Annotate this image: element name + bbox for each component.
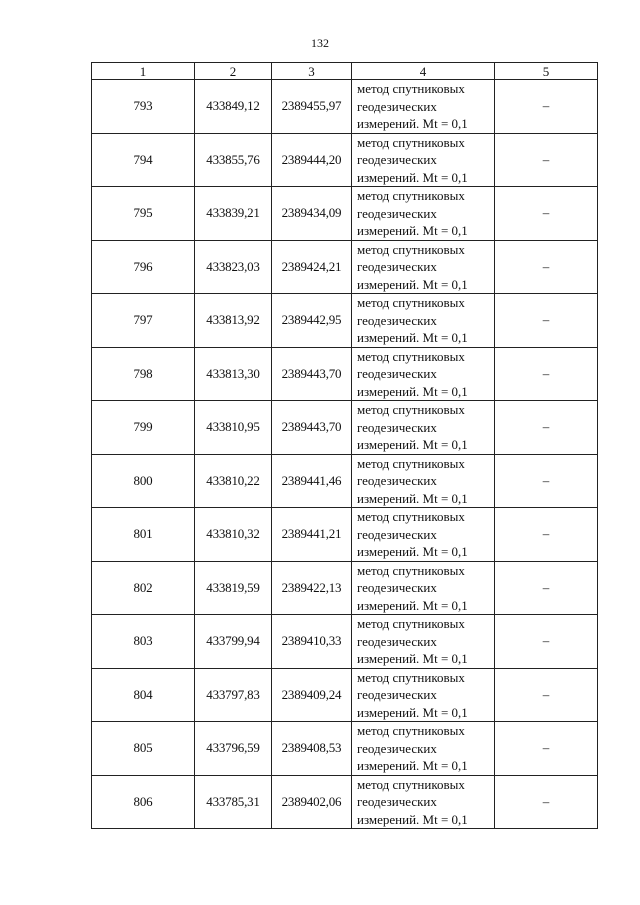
table-row: [92, 722, 598, 776]
method-cell: [352, 508, 495, 562]
point-number-cell: 794: [92, 133, 195, 187]
point-number-cell: 806: [92, 775, 195, 829]
column-header: 3: [272, 63, 352, 80]
note-cell: –: [495, 240, 598, 294]
column-header: 4: [352, 63, 495, 80]
note-cell: –: [495, 187, 598, 241]
x-coordinate-cell: 433810,32: [195, 508, 272, 562]
table-row: [92, 775, 598, 829]
note-cell: –: [495, 561, 598, 615]
method-line: измерений. Mt = 0,1: [357, 330, 468, 345]
column-header: 2: [195, 63, 272, 80]
x-coordinate-cell: 433849,12: [195, 80, 272, 134]
note-cell: –: [495, 294, 598, 348]
point-number-cell: 798: [92, 347, 195, 401]
y-coordinate-cell: 2389441,21: [272, 508, 352, 562]
point-number-cell: 803: [92, 615, 195, 669]
method-cell: [352, 240, 495, 294]
method-line: метод спутниковых: [357, 134, 465, 150]
x-coordinate-cell: 433810,95: [195, 401, 272, 455]
table-row: [92, 561, 598, 615]
method-line: геодезических: [357, 152, 437, 167]
table-row: [92, 401, 598, 455]
method-cell: [352, 347, 495, 401]
note-cell: –: [495, 454, 598, 508]
x-coordinate-cell: 433799,94: [195, 615, 272, 669]
method-line: измерений. Mt = 0,1: [357, 704, 468, 720]
method-line: метод спутниковых: [357, 562, 465, 578]
table-row: [92, 133, 598, 187]
y-coordinate-cell: 2389402,06: [272, 775, 352, 829]
method-cell: [352, 775, 495, 829]
x-coordinate-cell: 433839,21: [195, 187, 272, 241]
point-number-cell: 805: [92, 722, 195, 776]
table-row: [92, 187, 598, 241]
method-line: геодезических: [357, 259, 437, 274]
method-line: измерений. Mt = 0,1: [357, 223, 468, 238]
y-coordinate-cell: 2389443,70: [272, 347, 352, 401]
method-line: измерений. Mt = 0,1: [357, 169, 468, 185]
method-line: метод спутниковых: [357, 509, 465, 524]
method-line: метод спутниковых: [357, 455, 465, 471]
table-row: [92, 454, 598, 508]
method-cell: [352, 294, 495, 348]
method-cell: [352, 561, 495, 615]
y-coordinate-cell: 2389455,97: [272, 80, 352, 134]
method-line: геодезических: [357, 419, 437, 435]
method-line: метод спутниковых: [357, 669, 465, 685]
point-number-cell: 802: [92, 561, 195, 615]
point-number-cell: 795: [92, 187, 195, 241]
method-cell: [352, 133, 495, 187]
method-cell: [352, 615, 495, 669]
method-line: геодезических: [357, 740, 437, 756]
method-line: измерений. Mt = 0,1: [357, 437, 468, 452]
coordinates-table: [91, 62, 598, 829]
method-line: геодезических: [357, 526, 437, 542]
x-coordinate-cell: 433813,92: [195, 294, 272, 348]
method-line: метод спутниковых: [357, 616, 465, 631]
method-cell: [352, 187, 495, 241]
method-line: геодезических: [357, 633, 437, 649]
point-number-cell: 801: [92, 508, 195, 562]
method-line: метод спутниковых: [357, 723, 465, 738]
method-line: геодезических: [357, 205, 437, 221]
point-number-cell: 797: [92, 294, 195, 348]
note-cell: –: [495, 508, 598, 562]
method-cell: [352, 668, 495, 722]
method-line: измерений. Mt = 0,1: [357, 383, 468, 399]
method-cell: [352, 722, 495, 776]
method-line: метод спутниковых: [357, 241, 465, 257]
method-line: измерений. Mt = 0,1: [357, 544, 468, 559]
x-coordinate-cell: 433796,59: [195, 722, 272, 776]
y-coordinate-cell: 2389444,20: [272, 133, 352, 187]
point-number-cell: 804: [92, 668, 195, 722]
y-coordinate-cell: 2389409,24: [272, 668, 352, 722]
x-coordinate-cell: 433855,76: [195, 133, 272, 187]
x-coordinate-cell: 433819,59: [195, 561, 272, 615]
table-row: [92, 240, 598, 294]
note-cell: –: [495, 401, 598, 455]
y-coordinate-cell: 2389442,95: [272, 294, 352, 348]
method-line: геодезических: [357, 580, 437, 595]
table-row: [92, 615, 598, 669]
method-line: метод спутниковых: [357, 402, 465, 417]
method-line: геодезических: [357, 687, 437, 702]
note-cell: –: [495, 80, 598, 134]
x-coordinate-cell: 433785,31: [195, 775, 272, 829]
method-line: измерений. Mt = 0,1: [357, 597, 468, 613]
y-coordinate-cell: 2389422,13: [272, 561, 352, 615]
method-cell: [352, 401, 495, 455]
x-coordinate-cell: 433810,22: [195, 454, 272, 508]
table-body: [92, 80, 598, 829]
note-cell: –: [495, 133, 598, 187]
method-line: измерений. Mt = 0,1: [357, 811, 468, 827]
method-line: метод спутниковых: [357, 295, 465, 310]
note-cell: –: [495, 615, 598, 669]
table-row: [92, 347, 598, 401]
page-number: 132: [311, 36, 329, 50]
method-line: метод спутниковых: [357, 188, 465, 203]
point-number-cell: 793: [92, 80, 195, 134]
y-coordinate-cell: 2389443,70: [272, 401, 352, 455]
y-coordinate-cell: 2389441,46: [272, 454, 352, 508]
y-coordinate-cell: 2389424,21: [272, 240, 352, 294]
method-line: измерений. Mt = 0,1: [357, 651, 468, 666]
note-cell: –: [495, 347, 598, 401]
method-cell: [352, 80, 495, 134]
y-coordinate-cell: 2389410,33: [272, 615, 352, 669]
table-row: [92, 80, 598, 134]
method-cell: [352, 454, 495, 508]
note-cell: –: [495, 668, 598, 722]
x-coordinate-cell: 433823,03: [195, 240, 272, 294]
method-line: измерений. Mt = 0,1: [357, 758, 468, 773]
point-number-cell: 800: [92, 454, 195, 508]
method-line: геодезических: [357, 366, 437, 381]
method-line: геодезических: [357, 312, 437, 328]
table-row: [92, 508, 598, 562]
method-line: метод спутниковых: [357, 81, 465, 96]
note-cell: –: [495, 775, 598, 829]
method-line: геодезических: [357, 98, 437, 114]
method-line: измерений. Mt = 0,1: [357, 490, 468, 506]
method-line: геодезических: [357, 473, 437, 488]
point-number-cell: 799: [92, 401, 195, 455]
column-header: 5: [495, 63, 598, 80]
note-cell: –: [495, 722, 598, 776]
method-line: метод спутниковых: [357, 348, 465, 364]
y-coordinate-cell: 2389434,09: [272, 187, 352, 241]
method-line: измерений. Mt = 0,1: [357, 116, 468, 131]
table-header-row: [92, 63, 598, 80]
table-row: [92, 294, 598, 348]
point-number-cell: 796: [92, 240, 195, 294]
method-line: геодезических: [357, 794, 437, 809]
x-coordinate-cell: 433797,83: [195, 668, 272, 722]
x-coordinate-cell: 433813,30: [195, 347, 272, 401]
method-line: измерений. Mt = 0,1: [357, 276, 468, 292]
y-coordinate-cell: 2389408,53: [272, 722, 352, 776]
table-row: [92, 668, 598, 722]
method-line: метод спутниковых: [357, 776, 465, 792]
column-header: 1: [92, 63, 195, 80]
